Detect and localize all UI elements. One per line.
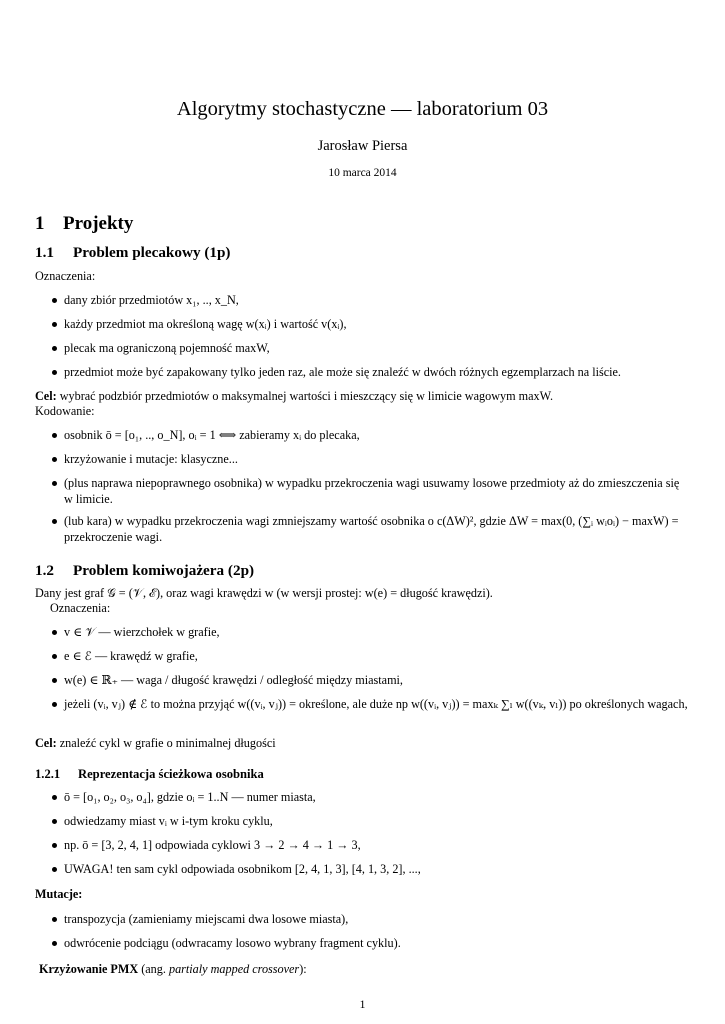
list-item: odwiedzamy miast vᵢ w i-tym kroku cyklu, bbox=[48, 813, 690, 829]
document-title: Algorytmy stochastyczne — laboratorium 03 bbox=[176, 98, 549, 120]
subsection-heading-komiwojazer bbox=[35, 561, 254, 581]
bullet-icon bbox=[52, 457, 57, 462]
list-item: jeżeli (vᵢ, vⱼ) ∉ ℰ to można przyjąć w((vᵢ, vⱼ)) = określone, ale duże np w((vᵢ, vⱼ)) = maxₖ ∑ₗ w((vₖ, vₗ)) po określonych wagach, bbox=[48, 696, 690, 712]
list-item: dany zbiór przedmiotów x₁, .., x_N, bbox=[48, 292, 690, 308]
subsection-number: 1.2 bbox=[35, 562, 54, 579]
plecak-goal bbox=[35, 388, 690, 404]
bullet-icon bbox=[52, 795, 57, 800]
bullet-icon bbox=[52, 654, 57, 659]
bullet-icon bbox=[52, 867, 57, 872]
list-item: ō = [o₁, o₂, o₃, o₄], gdzie oᵢ = 1..N — numer miasta, bbox=[48, 789, 690, 805]
subsection-title: Problem komiwojażera (2p) bbox=[73, 562, 255, 579]
list-item: UWAGA! ten sam cykl odpowiada osobnikom [2, 4, 1, 3], [4, 1, 3, 2], ..., bbox=[48, 861, 690, 877]
komiwojazer-goal bbox=[35, 735, 690, 751]
goal-label: Cel: bbox=[35, 389, 57, 403]
bullet-icon bbox=[52, 433, 57, 438]
mutacje-label: Mutacje: bbox=[35, 887, 83, 901]
bullet-icon bbox=[52, 630, 57, 635]
list-item: np. ō = [3, 2, 4, 1] odpowiada cyklowi 3 → 2 → 4 → 1 → 3, bbox=[48, 837, 690, 853]
list-item: e ∈ ℰ — krawędź w grafie, bbox=[48, 648, 690, 664]
bullet-icon bbox=[52, 322, 57, 327]
list-item: przedmiot może być zapakowany tylko jeden raz, ale może się znaleźć w dwóch różnych egzemplarzach na liście. bbox=[48, 364, 690, 380]
goal-text: znaleźć cykl w grafie o minimalnej długości bbox=[56, 736, 276, 750]
list-item: osobnik ō = [o₁, .., o_N], oᵢ = 1 ⟺ zabieramy xᵢ do plecaka, bbox=[48, 427, 690, 443]
section-number: 1 bbox=[35, 213, 45, 234]
subsection-number: 1.1 bbox=[35, 244, 54, 261]
bullet-icon bbox=[52, 819, 57, 824]
list-item: (lub kara) w wypadku przekroczenia wagi zmniejszamy wartość osobnika o c(ΔW)², gdzie ΔW = max(0, (∑ᵢ wᵢoᵢ) − maxW) = przekroczenie wagi. bbox=[48, 513, 690, 545]
bullet-icon bbox=[52, 843, 57, 848]
list-item: v ∈ 𝒱 — wierzchołek w grafie, bbox=[48, 624, 690, 640]
document-author: Jarosław Piersa bbox=[317, 138, 408, 154]
list-item: (plus naprawa niepoprawnego osobnika) w wypadku przekroczenia wagi usuwamy losowe przedmioty aż do zmieszczenia się w limicie. bbox=[48, 475, 690, 507]
subsection-heading-plecak bbox=[35, 243, 231, 263]
list-item: transpozycja (zamieniamy miejscami dwa losowe miasta), bbox=[48, 911, 690, 927]
list-item: plecak ma ograniczoną pojemność maxW, bbox=[48, 340, 690, 356]
kodowanie-label: Kodowanie: bbox=[35, 404, 95, 418]
pmx-paragraph: Krzyżowanie PMX (ang. partialy mapped crossover): bbox=[39, 962, 307, 976]
oznaczenia-label: Oznaczenia: bbox=[50, 601, 111, 615]
section-title: Projekty bbox=[63, 213, 134, 234]
bullet-icon bbox=[52, 917, 57, 922]
pmx-english-term: partialy mapped crossover bbox=[168, 962, 300, 976]
bullet-icon bbox=[52, 519, 57, 524]
pmx-label: Krzyżowanie PMX bbox=[39, 962, 139, 976]
bullet-icon bbox=[52, 346, 57, 351]
list-item: każdy przedmiot ma określoną wagę w(xᵢ) i wartość v(xᵢ), bbox=[48, 316, 690, 332]
list-item: krzyżowanie i mutacje: klasyczne... bbox=[48, 451, 690, 467]
bullet-icon bbox=[52, 941, 57, 946]
bullet-icon bbox=[52, 702, 57, 707]
oznaczenia-label: Oznaczenia: bbox=[35, 269, 96, 283]
bullet-icon bbox=[52, 298, 57, 303]
document-date: 10 marca 2014 bbox=[328, 167, 397, 179]
subsection-title: Problem plecakowy (1p) bbox=[73, 244, 231, 261]
subsubsection-title: Reprezentacja ścieżkowa osobnika bbox=[78, 767, 264, 781]
list-item: odwrócenie podciągu (odwracamy losowo wybrany fragment cyklu). bbox=[48, 935, 690, 951]
page-number: 1 bbox=[359, 997, 366, 1011]
bullet-icon bbox=[52, 370, 57, 375]
subsubsection-number: 1.2.1 bbox=[35, 767, 61, 781]
list-item: w(e) ∈ ℝ₊ — waga / długość krawędzi / odległość między miastami, bbox=[48, 672, 690, 688]
bullet-icon bbox=[52, 481, 57, 486]
goal-label: Cel: bbox=[35, 736, 57, 750]
bullet-icon bbox=[52, 678, 57, 683]
subsubsection-heading-reprezentacja bbox=[35, 766, 264, 783]
goal-text: wybrać podzbiór przedmiotów o maksymalnej wartości i mieszczący się w limicie wagowym maxW. bbox=[56, 389, 554, 403]
komiwojazer-intro: Dany jest graf 𝒢 = (𝒱, ℰ), oraz wagi krawędzi w (w wersji prostej: w(e) = długość krawędzi). bbox=[35, 586, 493, 600]
section-heading-projekty bbox=[35, 211, 133, 236]
